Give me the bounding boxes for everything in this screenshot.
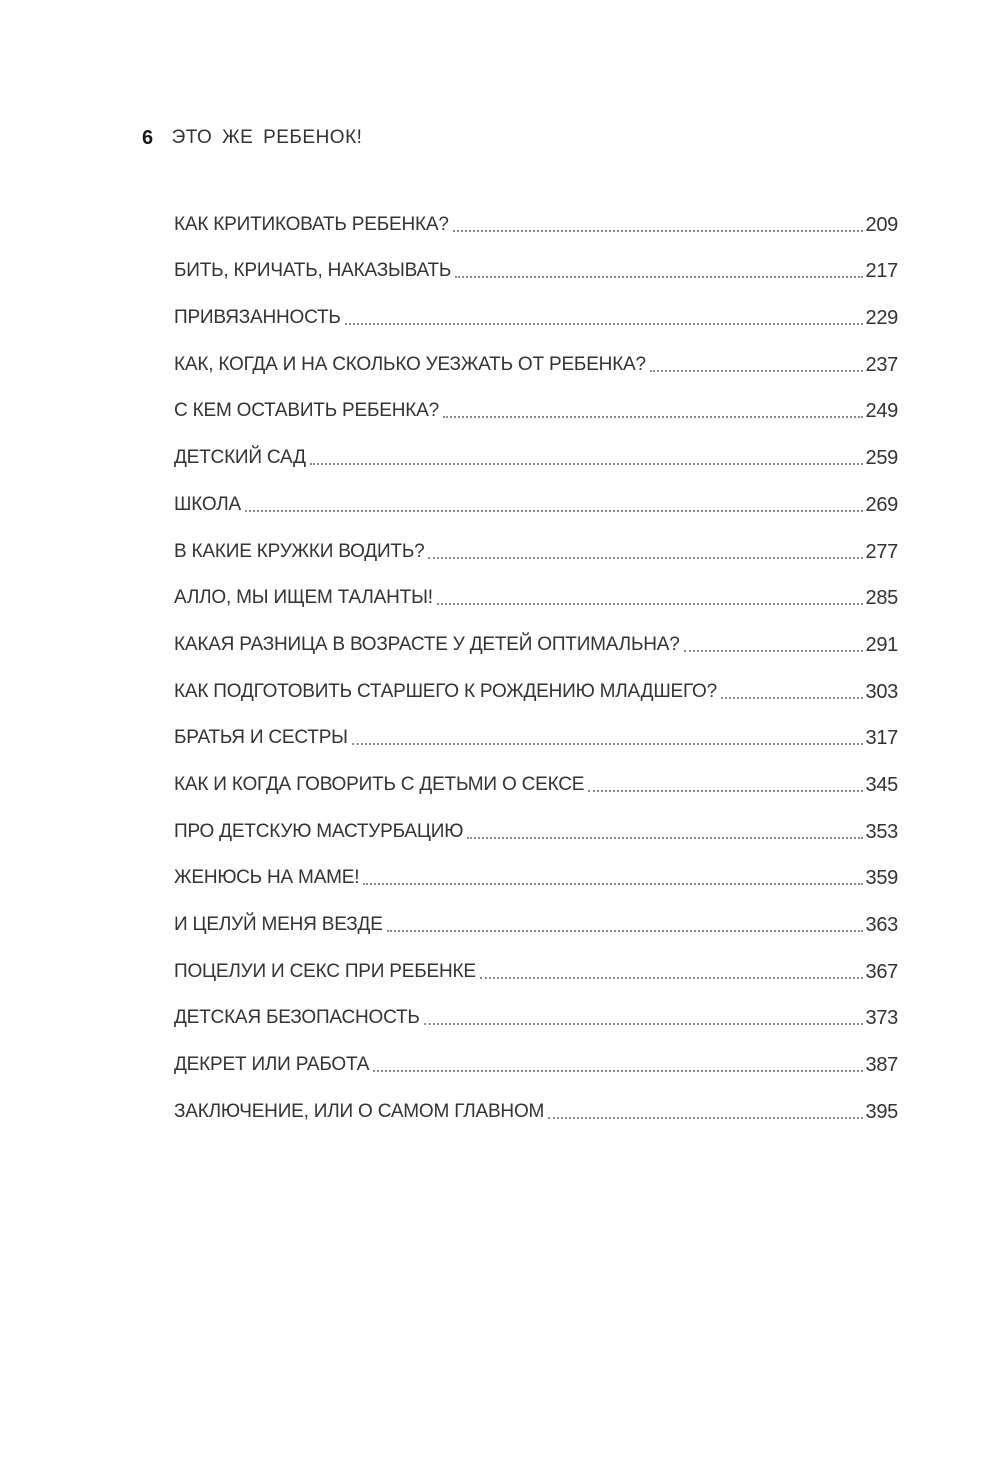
toc-entry[interactable] (174, 939, 898, 986)
dot-leader (437, 603, 863, 605)
toc-entry-title: ПРО ДЕТСКУЮ МАСТУРБАЦИЮ (174, 820, 464, 842)
dot-leader (373, 1070, 862, 1072)
toc-entry[interactable] (174, 799, 898, 846)
toc-entry-page: 353 (865, 820, 898, 843)
toc-entry-title: В КАКИЕ КРУЖКИ ВОДИТЬ? (174, 540, 425, 562)
toc-entry-title: ЗАКЛЮЧЕНИЕ, ИЛИ О САМОМ ГЛАВНОМ (174, 1100, 545, 1122)
toc-entry-page: 317 (865, 727, 898, 750)
dot-leader (352, 743, 863, 745)
toc-entry-title: КАК ПОДГОТОВИТЬ СТАРШЕГО К РОЖДЕНИЮ МЛАДШЕГО? (174, 680, 717, 702)
toc-entry-page: 237 (865, 353, 898, 376)
toc-entry-page: 229 (865, 307, 898, 330)
book-title: ЭТО ЖЕ РЕБЕНОК! (171, 127, 363, 148)
toc-entry[interactable] (174, 1079, 898, 1126)
dot-leader (684, 650, 863, 652)
toc-entry[interactable] (174, 752, 898, 799)
toc-entry[interactable] (174, 519, 898, 566)
toc-entry-title: КАК, КОГДА И НА СКОЛЬКО УЕЗЖАТЬ ОТ РЕБЕНКА? (174, 353, 646, 375)
toc-entry-page: 363 (865, 914, 898, 936)
toc-entry[interactable] (174, 846, 898, 893)
toc-entry[interactable] (174, 986, 898, 1033)
toc-entry-title: БИТЬ, КРИЧАТЬ, НАКАЗЫВАТЬ (174, 260, 452, 282)
toc-entry-page: 217 (865, 260, 898, 283)
toc-entry[interactable] (174, 379, 898, 426)
dot-leader (387, 930, 863, 932)
toc-entry[interactable] (174, 1032, 898, 1079)
page-number: 6 (142, 126, 154, 149)
dot-leader (455, 276, 862, 278)
toc-entry-title: ШКОЛА (174, 493, 241, 515)
dot-leader (480, 977, 863, 979)
toc-entry-title: КАК И КОГДА ГОВОРИТЬ С ДЕТЬМИ О СЕКСЕ (174, 773, 585, 795)
toc-entry-page: 259 (865, 447, 898, 470)
toc-entry-title: БРАТЬЯ И СЕСТРЫ (174, 727, 348, 749)
dot-leader (548, 1117, 862, 1119)
toc-entry[interactable] (174, 612, 898, 659)
table-of-contents (174, 192, 898, 1126)
toc-entry-title: ЖЕНЮСЬ НА МАМЕ! (174, 867, 360, 889)
toc-entry[interactable] (174, 566, 898, 613)
toc-entry-page: 291 (865, 633, 898, 656)
toc-entry-page: 387 (865, 1054, 898, 1077)
toc-entry-page: 359 (865, 867, 898, 890)
dot-leader (467, 837, 862, 839)
dot-leader (721, 697, 863, 699)
toc-entry-title: ДЕТСКИЙ САД (174, 447, 306, 469)
dot-leader (428, 557, 862, 559)
dot-leader (650, 370, 863, 372)
toc-entry[interactable] (174, 659, 898, 706)
toc-entry-title: ДЕКРЕТ ИЛИ РАБОТА (174, 1054, 370, 1076)
toc-entry-title: КАК КРИТИКОВАТЬ РЕБЕНКА? (174, 213, 449, 235)
running-head (142, 124, 362, 152)
toc-entry[interactable] (174, 192, 898, 239)
toc-entry[interactable] (174, 332, 898, 379)
toc-entry[interactable] (174, 706, 898, 753)
toc-entry-page: 395 (865, 1100, 898, 1123)
dot-leader (588, 790, 862, 792)
toc-entry-title: И ЦЕЛУЙ МЕНЯ ВЕЗДЕ (174, 914, 383, 935)
toc-entry-title: ПОЦЕЛУИ И СЕКС ПРИ РЕБЕНКЕ (174, 960, 476, 982)
toc-entry-title: ДЕТСКАЯ БЕЗОПАСНОСТЬ (174, 1007, 420, 1029)
toc-entry[interactable] (174, 425, 898, 472)
dot-leader (453, 230, 863, 232)
toc-entry-page: 345 (865, 773, 898, 796)
dot-leader (363, 883, 862, 885)
toc-entry-title: КАКАЯ РАЗНИЦА В ВОЗРАСТЕ У ДЕТЕЙ ОПТИМАЛЬНА? (174, 633, 680, 655)
toc-entry-page: 277 (865, 540, 898, 563)
toc-entry-title: АЛЛО, МЫ ИЩЕМ ТАЛАНТЫ! (174, 587, 433, 609)
toc-entry[interactable] (174, 472, 898, 519)
toc-entry[interactable] (174, 239, 898, 286)
toc-entry-page: 285 (865, 587, 898, 610)
dot-leader (443, 416, 863, 418)
toc-entry-page: 373 (865, 1007, 898, 1030)
toc-entry-page: 209 (865, 213, 898, 236)
toc-entry-page: 249 (865, 400, 898, 423)
toc-entry-page: 303 (865, 680, 898, 703)
toc-entry[interactable] (174, 285, 898, 332)
dot-leader (245, 510, 863, 512)
toc-entry-title: ПРИВЯЗАННОСТЬ (174, 307, 341, 329)
toc-entry[interactable] (174, 892, 898, 939)
dot-leader (310, 463, 863, 465)
toc-entry-page: 269 (865, 493, 898, 516)
toc-entry-page: 367 (865, 960, 898, 983)
dot-leader (345, 323, 863, 325)
dot-leader (424, 1023, 863, 1025)
toc-entry-title: С КЕМ ОСТАВИТЬ РЕБЕНКА? (174, 400, 439, 422)
